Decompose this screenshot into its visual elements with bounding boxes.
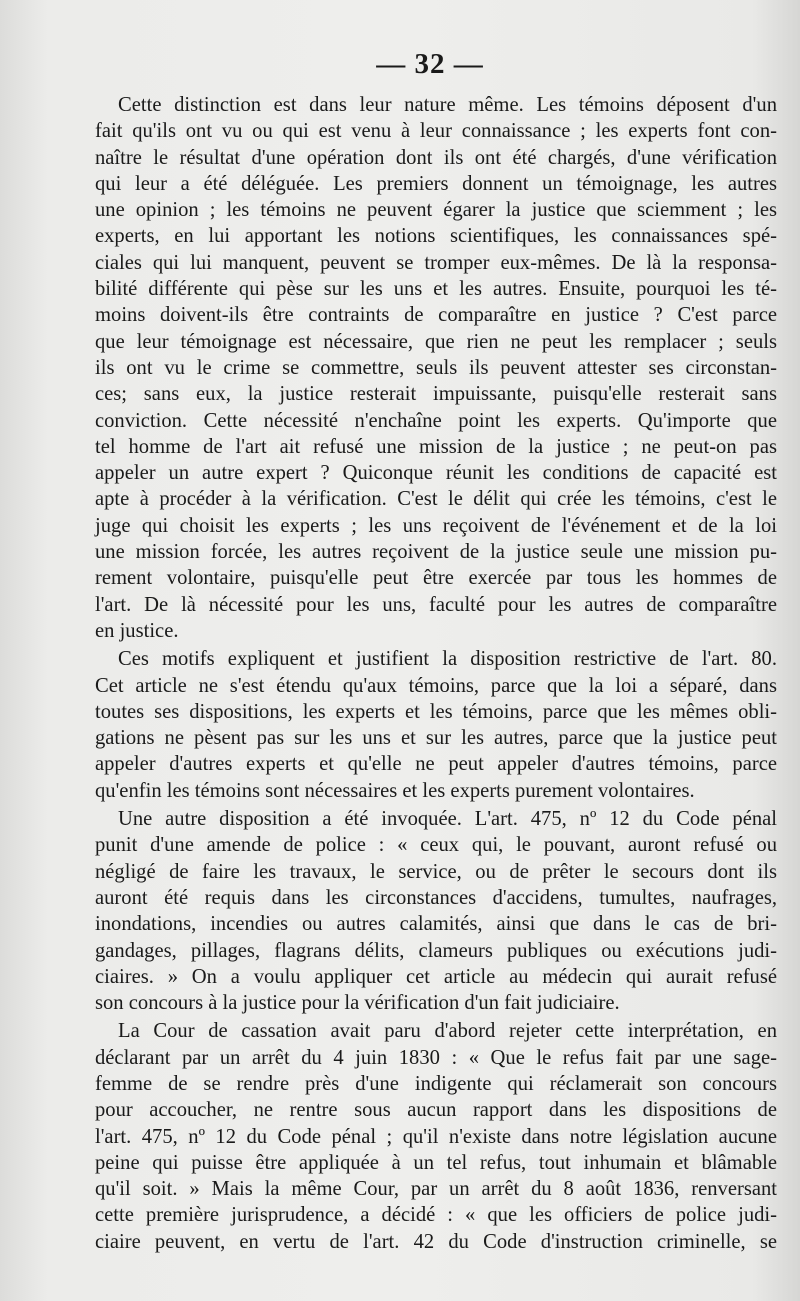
- paragraph: [95, 646, 777, 804]
- text-line: Une autre disposition a été invoquée. L'art. 475, nº 12 du Code pénal: [118, 808, 777, 831]
- text-line: ciales qui lui manquent, peuvent se tromper eux-mêmes. De là la responsa-: [95, 251, 777, 274]
- text-line: juge qui choisit les experts ; les uns reçoivent de l'événement et de la loi: [95, 514, 777, 537]
- text-line: experts, en lui apportant les notions scientifiques, les connaissances spé-: [95, 225, 777, 248]
- text-line: Ces motifs expliquent et justifient la disposition restrictive de l'art. 80.: [118, 648, 777, 671]
- text-line: une opinion ; les témoins ne peuvent égarer la justice que sciemment ; les: [95, 199, 777, 222]
- body-text: [95, 92, 777, 1255]
- text-line: en justice.: [95, 619, 179, 642]
- text-line: qu'il soit. » Mais la même Cour, par un arrêt du 8 août 1836, renversant: [95, 1178, 777, 1201]
- text-line: rement volontaire, puisqu'elle peut être exercée par tous les hommes de: [95, 567, 777, 590]
- text-line: naître le résultat d'une opération dont ils ont été chargés, d'une vérification: [95, 146, 777, 169]
- text-line: ciaires. » On a voulu appliquer cet article au médecin qui aurait refusé: [95, 965, 777, 988]
- text-line: tel homme de l'art ait refusé une mission de la justice ; ne peut-on pas: [95, 435, 777, 458]
- text-line: que leur témoignage est nécessaire, que rien ne peut les remplacer ; seuls: [95, 330, 777, 353]
- text-line: auront été requis dans les circonstances d'accidens, tumultes, naufrages,: [95, 886, 777, 909]
- paragraph: [95, 1018, 777, 1255]
- paragraph: [95, 806, 777, 1016]
- text-line: punit d'une amende de police : « ceux qui, le pouvant, auront refusé ou: [95, 834, 777, 857]
- text-line: moins doivent-ils être contraints de comparaître en justice ? C'est parce: [95, 304, 777, 327]
- text-line: gations ne pèsent pas sur les uns et sur les autres, parce que la justice peut: [95, 727, 777, 750]
- text-line: cette première jurisprudence, a décidé : « que les officiers de police judi-: [95, 1204, 777, 1227]
- text-line: qui leur a été déléguée. Les premiers donnent un témoignage, les autres: [95, 172, 777, 195]
- text-line: Cette distinction est dans leur nature même. Les témoins déposent d'un: [118, 94, 777, 116]
- text-line: bilité différente qui pèse sur les uns et les autres. Ensuite, pourquoi les té-: [95, 278, 777, 301]
- text-line: l'art. De là nécessité pour les uns, faculté pour les autres de comparaître: [95, 593, 777, 616]
- text-line: déclarant par un arrêt du 4 juin 1830 : « Que le refus fait par une sage-: [95, 1046, 777, 1069]
- text-line: fait qu'ils ont vu ou qui est venu à leur connaissance ; les experts font con-: [95, 120, 777, 143]
- text-line: son concours à la justice pour la vérification d'un fait judiciaire.: [95, 992, 620, 1015]
- text-line: l'art. 475, nº 12 du Code pénal ; qu'il n'existe dans notre législation aucune: [95, 1125, 777, 1148]
- text-line: pour accoucher, ne rentre sous aucun rapport dans les dispositions de: [95, 1099, 777, 1122]
- text-line: Cet article ne s'est étendu qu'aux témoins, parce que la loi a séparé, dans: [95, 674, 777, 697]
- text-line: gandages, pillages, flagrans délits, clameurs publiques ou exécutions judi-: [95, 939, 777, 962]
- text-line: peine qui puisse être appliquée à un tel refus, tout inhumain et blâmable: [95, 1151, 777, 1174]
- text-line: ciaire peuvent, en vertu de l'art. 42 du Code d'instruction criminelle, se: [95, 1230, 777, 1253]
- text-line: La Cour de cassation avait paru d'abord rejeter cette interprétation, en: [118, 1020, 777, 1043]
- text-line: apte à procéder à la vérification. C'est le délit qui crée les témoins, c'est le: [95, 488, 777, 511]
- text-line: femme de se rendre près d'une indigente qui réclamerait son concours: [95, 1072, 777, 1095]
- text-line: conviction. Cette nécessité n'enchaîne point les experts. Qu'importe que: [95, 409, 777, 432]
- text-line: ces; sans eux, la justice resterait impuissante, puisqu'elle resterait sans: [95, 383, 777, 406]
- paragraph: [95, 92, 777, 644]
- page-number: — 32 —: [376, 48, 484, 80]
- text-line: ils ont vu le crime se commettre, seuls ils peuvent attester ses circonstan-: [95, 356, 777, 379]
- text-line: une mission forcée, les autres reçoivent de la justice seule une mission pu-: [95, 541, 777, 564]
- text-line: inondations, incendies ou autres calamités, ainsi que dans le cas de bri-: [95, 913, 777, 936]
- text-line: appeler un autre expert ? Quiconque réunit les conditions de capacité est: [95, 462, 777, 485]
- text-line: qu'enfin les témoins sont nécessaires et les experts purement volontaires.: [95, 779, 695, 802]
- text-line: négligé de faire les travaux, le service, ou de prêter le secours dont ils: [95, 860, 777, 883]
- text-line: toutes ses dispositions, les experts et les témoins, parce que les mêmes obli-: [95, 700, 777, 723]
- text-line: appeler d'autres experts et qu'elle ne peut appeler d'autres témoins, parce: [95, 753, 777, 776]
